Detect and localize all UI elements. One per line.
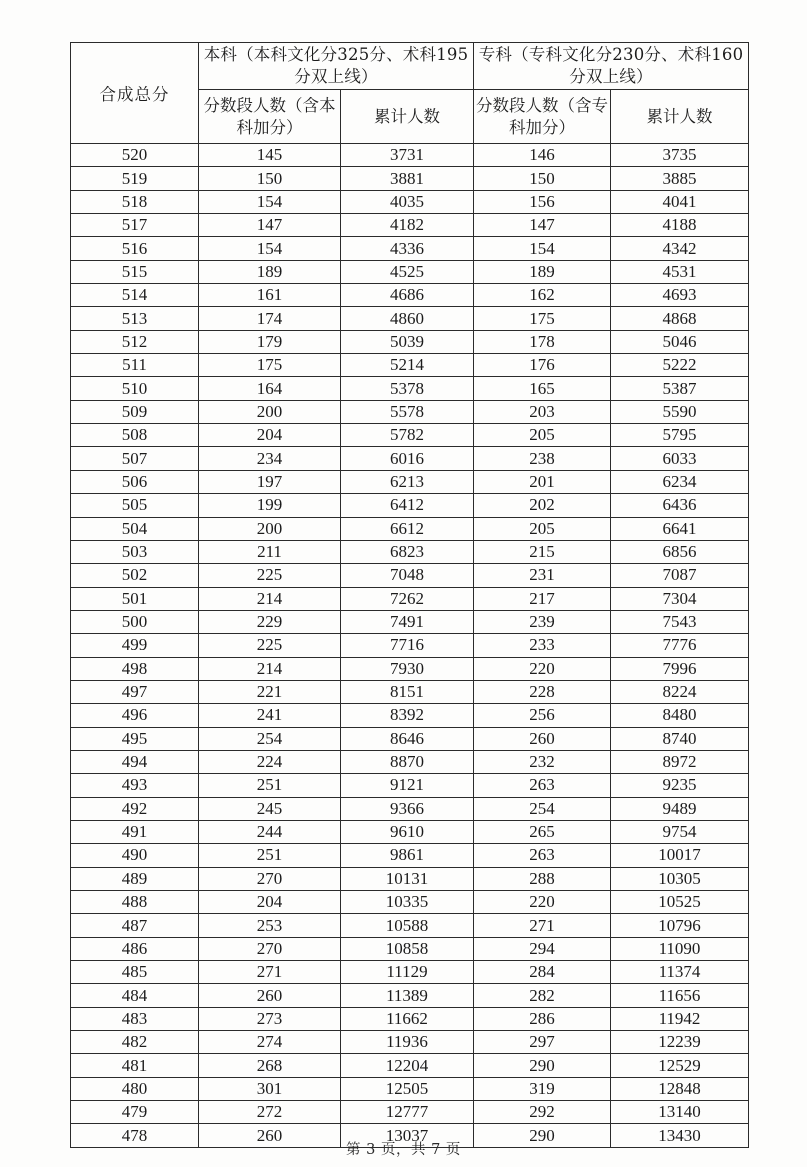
cell-junior-college-cumulative-count: 11090 <box>611 937 749 960</box>
cell-junior-college-cumulative-count: 7087 <box>611 564 749 587</box>
cell-composite-score: 512 <box>71 330 199 353</box>
cell-junior-college-segment-count: 284 <box>474 961 611 984</box>
cell-undergraduate-cumulative-count: 7262 <box>341 587 474 610</box>
cell-composite-score: 501 <box>71 587 199 610</box>
cell-undergraduate-cumulative-count: 7048 <box>341 564 474 587</box>
cell-composite-score: 480 <box>71 1077 199 1100</box>
cell-undergraduate-cumulative-count: 8151 <box>341 680 474 703</box>
cell-composite-score: 515 <box>71 260 199 283</box>
cell-junior-college-segment-count: 256 <box>474 704 611 727</box>
cell-composite-score: 500 <box>71 610 199 633</box>
cell-composite-score: 494 <box>71 750 199 773</box>
cell-composite-score: 483 <box>71 1007 199 1030</box>
header-undergraduate-cumulative-count: 累计人数 <box>341 90 474 144</box>
cell-junior-college-segment-count: 203 <box>474 400 611 423</box>
cell-composite-score: 496 <box>71 704 199 727</box>
cell-undergraduate-segment-count: 234 <box>199 447 341 470</box>
table-row <box>71 727 749 750</box>
cell-undergraduate-segment-count: 225 <box>199 634 341 657</box>
header-row-groups <box>71 43 749 90</box>
cell-undergraduate-cumulative-count: 10588 <box>341 914 474 937</box>
cell-composite-score: 491 <box>71 820 199 843</box>
cell-undergraduate-cumulative-count: 10858 <box>341 937 474 960</box>
cell-junior-college-segment-count: 175 <box>474 307 611 330</box>
cell-composite-score: 505 <box>71 494 199 517</box>
cell-junior-college-segment-count: 282 <box>474 984 611 1007</box>
table-row <box>71 610 749 633</box>
cell-undergraduate-cumulative-count: 4035 <box>341 190 474 213</box>
cell-composite-score: 507 <box>71 447 199 470</box>
cell-undergraduate-cumulative-count: 4182 <box>341 214 474 237</box>
table-row <box>71 1031 749 1054</box>
cell-undergraduate-cumulative-count: 8392 <box>341 704 474 727</box>
cell-junior-college-segment-count: 147 <box>474 214 611 237</box>
cell-junior-college-cumulative-count: 7776 <box>611 634 749 657</box>
cell-junior-college-cumulative-count: 4342 <box>611 237 749 260</box>
cell-junior-college-cumulative-count: 6234 <box>611 470 749 493</box>
cell-junior-college-cumulative-count: 11374 <box>611 961 749 984</box>
cell-composite-score: 516 <box>71 237 199 260</box>
cell-undergraduate-cumulative-count: 6612 <box>341 517 474 540</box>
cell-undergraduate-cumulative-count: 6823 <box>341 540 474 563</box>
cell-junior-college-cumulative-count: 4041 <box>611 190 749 213</box>
cell-undergraduate-cumulative-count: 12505 <box>341 1077 474 1100</box>
cell-junior-college-segment-count: 217 <box>474 587 611 610</box>
cell-junior-college-segment-count: 319 <box>474 1077 611 1100</box>
table-row <box>71 937 749 960</box>
cell-junior-college-cumulative-count: 8480 <box>611 704 749 727</box>
table-row <box>71 167 749 190</box>
cell-junior-college-cumulative-count: 6033 <box>611 447 749 470</box>
cell-junior-college-cumulative-count: 7543 <box>611 610 749 633</box>
cell-junior-college-segment-count: 220 <box>474 891 611 914</box>
cell-undergraduate-cumulative-count: 4525 <box>341 260 474 283</box>
table-row <box>71 144 749 167</box>
table-row <box>71 634 749 657</box>
table-row <box>71 984 749 1007</box>
table-row <box>71 1101 749 1124</box>
cell-junior-college-segment-count: 189 <box>474 260 611 283</box>
cell-undergraduate-segment-count: 229 <box>199 610 341 633</box>
table-row <box>71 797 749 820</box>
cell-junior-college-cumulative-count: 9235 <box>611 774 749 797</box>
cell-composite-score: 488 <box>71 891 199 914</box>
cell-junior-college-segment-count: 263 <box>474 844 611 867</box>
cell-junior-college-segment-count: 178 <box>474 330 611 353</box>
cell-undergraduate-segment-count: 189 <box>199 260 341 283</box>
cell-junior-college-cumulative-count: 9489 <box>611 797 749 820</box>
cell-undergraduate-cumulative-count: 5039 <box>341 330 474 353</box>
cell-junior-college-cumulative-count: 7996 <box>611 657 749 680</box>
cell-composite-score: 489 <box>71 867 199 890</box>
cell-undergraduate-cumulative-count: 12204 <box>341 1054 474 1077</box>
cell-undergraduate-segment-count: 145 <box>199 144 341 167</box>
header-junior-college-segment-count: 分数段人数（含专科加分） <box>474 90 611 144</box>
cell-undergraduate-segment-count: 274 <box>199 1031 341 1054</box>
table-row <box>71 587 749 610</box>
cell-composite-score: 487 <box>71 914 199 937</box>
cell-undergraduate-segment-count: 197 <box>199 470 341 493</box>
cell-junior-college-cumulative-count: 10525 <box>611 891 749 914</box>
cell-undergraduate-segment-count: 225 <box>199 564 341 587</box>
table-row <box>71 284 749 307</box>
table-row <box>71 400 749 423</box>
cell-undergraduate-cumulative-count: 6412 <box>341 494 474 517</box>
cell-undergraduate-segment-count: 270 <box>199 867 341 890</box>
table-row <box>71 961 749 984</box>
cell-junior-college-segment-count: 263 <box>474 774 611 797</box>
cell-undergraduate-segment-count: 214 <box>199 657 341 680</box>
cell-composite-score: 481 <box>71 1054 199 1077</box>
cell-junior-college-cumulative-count: 6641 <box>611 517 749 540</box>
cell-junior-college-segment-count: 162 <box>474 284 611 307</box>
cell-junior-college-segment-count: 232 <box>474 750 611 773</box>
score-distribution-table <box>70 42 749 1148</box>
table-row <box>71 517 749 540</box>
score-distribution-table-container <box>70 42 748 1148</box>
cell-undergraduate-segment-count: 199 <box>199 494 341 517</box>
cell-composite-score: 506 <box>71 470 199 493</box>
cell-undergraduate-segment-count: 154 <box>199 237 341 260</box>
cell-composite-score: 478 <box>71 1124 199 1147</box>
cell-composite-score: 504 <box>71 517 199 540</box>
cell-junior-college-segment-count: 146 <box>474 144 611 167</box>
cell-composite-score: 510 <box>71 377 199 400</box>
cell-junior-college-cumulative-count: 10796 <box>611 914 749 937</box>
cell-junior-college-cumulative-count: 11942 <box>611 1007 749 1030</box>
cell-undergraduate-segment-count: 270 <box>199 937 341 960</box>
cell-junior-college-cumulative-count: 6856 <box>611 540 749 563</box>
cell-junior-college-segment-count: 220 <box>474 657 611 680</box>
cell-junior-college-segment-count: 265 <box>474 820 611 843</box>
cell-undergraduate-segment-count: 251 <box>199 774 341 797</box>
cell-undergraduate-cumulative-count: 7716 <box>341 634 474 657</box>
cell-junior-college-segment-count: 165 <box>474 377 611 400</box>
cell-junior-college-segment-count: 290 <box>474 1054 611 1077</box>
cell-composite-score: 511 <box>71 354 199 377</box>
cell-junior-college-cumulative-count: 13140 <box>611 1101 749 1124</box>
cell-undergraduate-segment-count: 164 <box>199 377 341 400</box>
cell-junior-college-segment-count: 176 <box>474 354 611 377</box>
cell-junior-college-cumulative-count: 6436 <box>611 494 749 517</box>
table-row <box>71 447 749 470</box>
cell-junior-college-segment-count: 233 <box>474 634 611 657</box>
cell-undergraduate-segment-count: 150 <box>199 167 341 190</box>
cell-undergraduate-cumulative-count: 9610 <box>341 820 474 843</box>
page-footer <box>0 1138 807 1159</box>
cell-undergraduate-segment-count: 253 <box>199 914 341 937</box>
cell-junior-college-cumulative-count: 8224 <box>611 680 749 703</box>
cell-composite-score: 479 <box>71 1101 199 1124</box>
cell-junior-college-segment-count: 215 <box>474 540 611 563</box>
cell-junior-college-segment-count: 202 <box>474 494 611 517</box>
cell-undergraduate-segment-count: 245 <box>199 797 341 820</box>
cell-junior-college-segment-count: 288 <box>474 867 611 890</box>
table-row <box>71 494 749 517</box>
cell-undergraduate-cumulative-count: 5378 <box>341 377 474 400</box>
cell-undergraduate-cumulative-count: 12777 <box>341 1101 474 1124</box>
cell-undergraduate-cumulative-count: 4860 <box>341 307 474 330</box>
cell-undergraduate-segment-count: 214 <box>199 587 341 610</box>
cell-junior-college-cumulative-count: 4531 <box>611 260 749 283</box>
table-row <box>71 680 749 703</box>
cell-undergraduate-cumulative-count: 4686 <box>341 284 474 307</box>
cell-undergraduate-segment-count: 254 <box>199 727 341 750</box>
cell-undergraduate-cumulative-count: 11662 <box>341 1007 474 1030</box>
table-row <box>71 1007 749 1030</box>
table-header <box>71 43 749 144</box>
cell-undergraduate-segment-count: 161 <box>199 284 341 307</box>
cell-junior-college-cumulative-count: 4868 <box>611 307 749 330</box>
cell-composite-score: 509 <box>71 400 199 423</box>
cell-undergraduate-cumulative-count: 4336 <box>341 237 474 260</box>
table-row <box>71 867 749 890</box>
table-row <box>71 820 749 843</box>
cell-undergraduate-segment-count: 211 <box>199 540 341 563</box>
table-row <box>71 190 749 213</box>
cell-junior-college-segment-count: 150 <box>474 167 611 190</box>
cell-junior-college-cumulative-count: 8740 <box>611 727 749 750</box>
cell-composite-score: 499 <box>71 634 199 657</box>
cell-composite-score: 497 <box>71 680 199 703</box>
cell-undergraduate-cumulative-count: 11129 <box>341 961 474 984</box>
cell-composite-score: 517 <box>71 214 199 237</box>
table-row <box>71 260 749 283</box>
cell-junior-college-segment-count: 201 <box>474 470 611 493</box>
cell-composite-score: 492 <box>71 797 199 820</box>
cell-junior-college-segment-count: 205 <box>474 424 611 447</box>
cell-junior-college-segment-count: 286 <box>474 1007 611 1030</box>
cell-undergraduate-segment-count: 260 <box>199 984 341 1007</box>
cell-junior-college-cumulative-count: 7304 <box>611 587 749 610</box>
cell-undergraduate-segment-count: 273 <box>199 1007 341 1030</box>
cell-junior-college-cumulative-count: 11656 <box>611 984 749 1007</box>
cell-composite-score: 508 <box>71 424 199 447</box>
cell-undergraduate-segment-count: 241 <box>199 704 341 727</box>
cell-composite-score: 495 <box>71 727 199 750</box>
cell-undergraduate-segment-count: 301 <box>199 1077 341 1100</box>
table-row <box>71 750 749 773</box>
cell-undergraduate-segment-count: 204 <box>199 424 341 447</box>
table-row <box>71 354 749 377</box>
table-row <box>71 307 749 330</box>
cell-junior-college-cumulative-count: 3885 <box>611 167 749 190</box>
cell-junior-college-segment-count: 260 <box>474 727 611 750</box>
table-row <box>71 844 749 867</box>
page-number-text: 第 3 页，共 7 页 <box>346 1142 461 1158</box>
cell-junior-college-cumulative-count: 4693 <box>611 284 749 307</box>
table-row <box>71 470 749 493</box>
cell-undergraduate-cumulative-count: 11936 <box>341 1031 474 1054</box>
header-composite-total-score: 合成总分 <box>71 43 199 144</box>
table-row <box>71 891 749 914</box>
cell-undergraduate-segment-count: 244 <box>199 820 341 843</box>
cell-undergraduate-cumulative-count: 7930 <box>341 657 474 680</box>
header-undergraduate-segment-count: 分数段人数（含本科加分） <box>199 90 341 144</box>
cell-junior-college-segment-count: 231 <box>474 564 611 587</box>
cell-junior-college-segment-count: 254 <box>474 797 611 820</box>
cell-undergraduate-segment-count: 272 <box>199 1101 341 1124</box>
table-row <box>71 657 749 680</box>
cell-composite-score: 518 <box>71 190 199 213</box>
cell-composite-score: 493 <box>71 774 199 797</box>
cell-undergraduate-cumulative-count: 13037 <box>341 1124 474 1147</box>
cell-undergraduate-cumulative-count: 5214 <box>341 354 474 377</box>
cell-undergraduate-segment-count: 221 <box>199 680 341 703</box>
cell-junior-college-segment-count: 290 <box>474 1124 611 1147</box>
cell-junior-college-cumulative-count: 5795 <box>611 424 749 447</box>
cell-composite-score: 503 <box>71 540 199 563</box>
cell-junior-college-cumulative-count: 5222 <box>611 354 749 377</box>
header-group-undergraduate: 本科（本科文化分325分、术科195分双上线） <box>199 43 474 90</box>
cell-junior-college-cumulative-count: 3735 <box>611 144 749 167</box>
cell-undergraduate-cumulative-count: 5578 <box>341 400 474 423</box>
cell-undergraduate-segment-count: 251 <box>199 844 341 867</box>
cell-undergraduate-cumulative-count: 7491 <box>341 610 474 633</box>
table-row <box>71 704 749 727</box>
cell-junior-college-segment-count: 292 <box>474 1101 611 1124</box>
table-row <box>71 774 749 797</box>
cell-junior-college-cumulative-count: 13430 <box>611 1124 749 1147</box>
cell-composite-score: 514 <box>71 284 199 307</box>
cell-undergraduate-cumulative-count: 3881 <box>341 167 474 190</box>
cell-junior-college-cumulative-count: 5590 <box>611 400 749 423</box>
cell-undergraduate-segment-count: 260 <box>199 1124 341 1147</box>
cell-composite-score: 519 <box>71 167 199 190</box>
cell-undergraduate-segment-count: 174 <box>199 307 341 330</box>
cell-composite-score: 513 <box>71 307 199 330</box>
cell-undergraduate-segment-count: 147 <box>199 214 341 237</box>
cell-undergraduate-cumulative-count: 9366 <box>341 797 474 820</box>
cell-junior-college-segment-count: 156 <box>474 190 611 213</box>
cell-undergraduate-cumulative-count: 10131 <box>341 867 474 890</box>
cell-junior-college-cumulative-count: 5046 <box>611 330 749 353</box>
header-group-junior-college: 专科（专科文化分230分、术科160分双上线） <box>474 43 749 90</box>
table-row <box>71 1077 749 1100</box>
cell-undergraduate-segment-count: 224 <box>199 750 341 773</box>
cell-undergraduate-cumulative-count: 11389 <box>341 984 474 1007</box>
cell-junior-college-segment-count: 297 <box>474 1031 611 1054</box>
cell-undergraduate-cumulative-count: 8870 <box>341 750 474 773</box>
cell-composite-score: 490 <box>71 844 199 867</box>
cell-undergraduate-cumulative-count: 8646 <box>341 727 474 750</box>
cell-undergraduate-cumulative-count: 9121 <box>341 774 474 797</box>
cell-undergraduate-cumulative-count: 9861 <box>341 844 474 867</box>
cell-composite-score: 482 <box>71 1031 199 1054</box>
cell-composite-score: 520 <box>71 144 199 167</box>
cell-junior-college-cumulative-count: 4188 <box>611 214 749 237</box>
table-row <box>71 564 749 587</box>
cell-junior-college-cumulative-count: 9754 <box>611 820 749 843</box>
cell-junior-college-segment-count: 239 <box>474 610 611 633</box>
cell-composite-score: 486 <box>71 937 199 960</box>
table-row <box>71 914 749 937</box>
cell-composite-score: 485 <box>71 961 199 984</box>
cell-junior-college-segment-count: 228 <box>474 680 611 703</box>
table-row <box>71 424 749 447</box>
cell-junior-college-cumulative-count: 10017 <box>611 844 749 867</box>
table-row <box>71 330 749 353</box>
cell-composite-score: 502 <box>71 564 199 587</box>
cell-undergraduate-segment-count: 179 <box>199 330 341 353</box>
cell-junior-college-cumulative-count: 8972 <box>611 750 749 773</box>
cell-junior-college-segment-count: 238 <box>474 447 611 470</box>
cell-junior-college-cumulative-count: 12848 <box>611 1077 749 1100</box>
cell-undergraduate-segment-count: 204 <box>199 891 341 914</box>
cell-junior-college-segment-count: 271 <box>474 914 611 937</box>
cell-undergraduate-cumulative-count: 6016 <box>341 447 474 470</box>
table-body <box>71 144 749 1148</box>
cell-undergraduate-segment-count: 200 <box>199 400 341 423</box>
cell-undergraduate-segment-count: 271 <box>199 961 341 984</box>
cell-undergraduate-segment-count: 175 <box>199 354 341 377</box>
cell-undergraduate-cumulative-count: 3731 <box>341 144 474 167</box>
cell-undergraduate-segment-count: 268 <box>199 1054 341 1077</box>
cell-junior-college-segment-count: 205 <box>474 517 611 540</box>
table-row <box>71 540 749 563</box>
cell-junior-college-cumulative-count: 12529 <box>611 1054 749 1077</box>
cell-undergraduate-cumulative-count: 10335 <box>341 891 474 914</box>
cell-junior-college-cumulative-count: 5387 <box>611 377 749 400</box>
table-row <box>71 237 749 260</box>
header-junior-college-cumulative-count: 累计人数 <box>611 90 749 144</box>
cell-junior-college-segment-count: 154 <box>474 237 611 260</box>
cell-junior-college-cumulative-count: 10305 <box>611 867 749 890</box>
cell-undergraduate-segment-count: 154 <box>199 190 341 213</box>
table-row <box>71 1054 749 1077</box>
table-row <box>71 214 749 237</box>
cell-undergraduate-cumulative-count: 5782 <box>341 424 474 447</box>
cell-junior-college-segment-count: 294 <box>474 937 611 960</box>
table-row <box>71 377 749 400</box>
cell-junior-college-cumulative-count: 12239 <box>611 1031 749 1054</box>
cell-undergraduate-cumulative-count: 6213 <box>341 470 474 493</box>
cell-undergraduate-segment-count: 200 <box>199 517 341 540</box>
cell-composite-score: 484 <box>71 984 199 1007</box>
cell-composite-score: 498 <box>71 657 199 680</box>
